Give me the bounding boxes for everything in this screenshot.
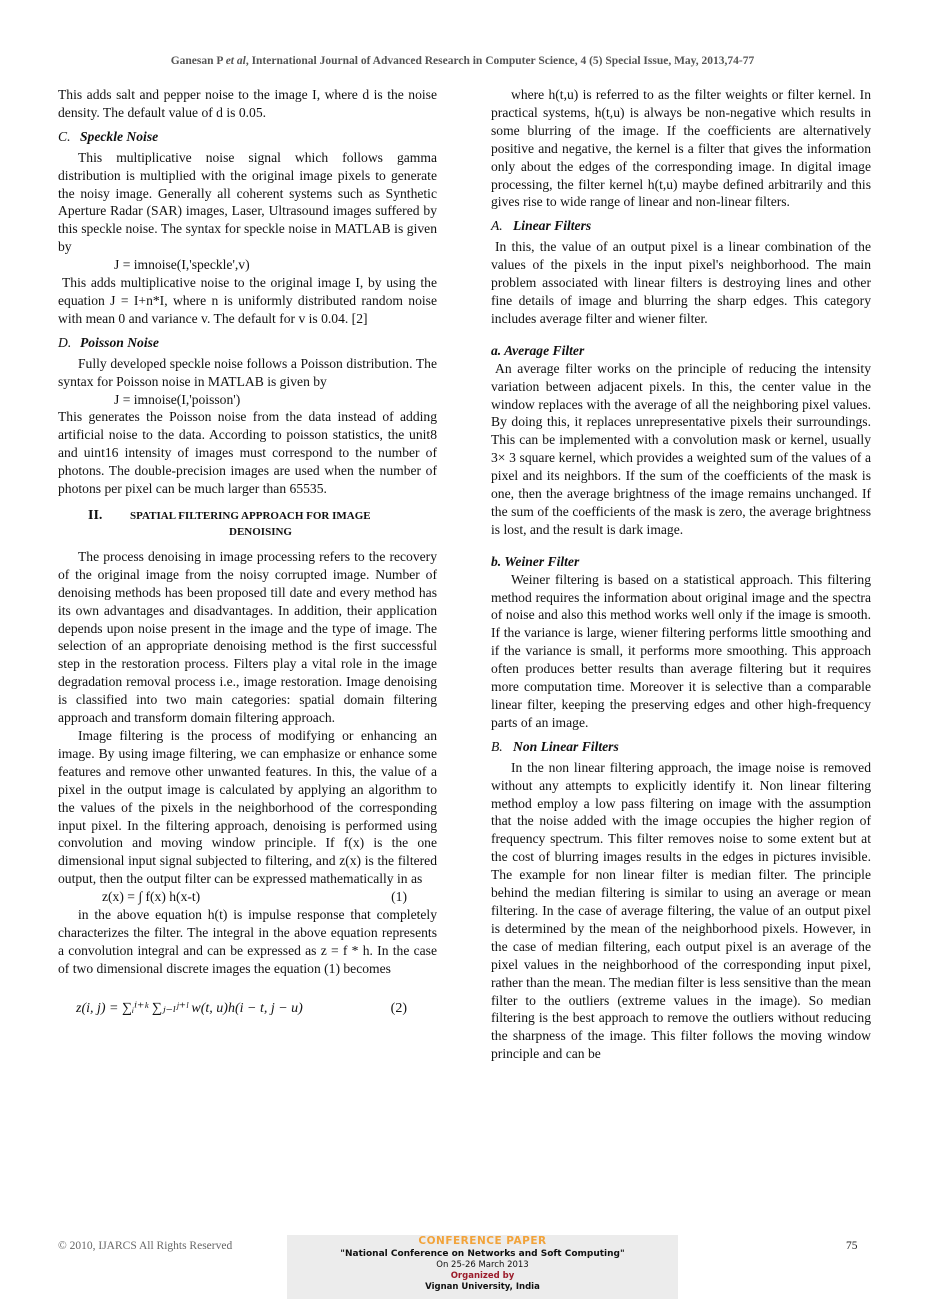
- section-heading-poisson: [58, 334, 437, 352]
- equation-1: [58, 888, 437, 906]
- paragraph: In this, the value of an output pixel is a linear combination of the values of the pixels in the input pixel's neighborhood. The main problem associated with linear filters is destroying lines and other fine details of image and blurring the sharp edges. This category includes average filter and wiener filter.: [491, 239, 871, 326]
- equation-number: (1): [391, 889, 407, 905]
- paragraph: This multiplicative noise signal which follows gamma distribution is multiplied with the original image pixels to generate the noisy image. Generally all coherent systems such as Synthetic Aperture Radar (SAR) images, Laser, Ultrasound images suffered by this speckle noise. The syntax for speckle noise in MATLAB is given by: [58, 149, 437, 255]
- section-title: Non Linear Filters: [513, 738, 619, 754]
- copyright-notice: © 2010, IJARCS All Rights Reserved: [58, 1240, 233, 1252]
- section-title: Speckle Noise: [80, 128, 159, 144]
- page-number: 75: [846, 1240, 858, 1252]
- banner-conference-name: "National Conference on Networks and Soft Computing": [340, 1249, 625, 1259]
- banner-organizer: Vignan University, India: [425, 1282, 540, 1292]
- section-letter: B.: [491, 738, 503, 754]
- paragraph: In the non linear filtering approach, the image noise is removed without any attempts to explicitly identify it. Non linear filtering method employ a low pass filtering on image with the assumption that the noise added with the image occupies the higher region of frequency spectrum. This filter removes noise to some extent but at the cost of blurring images results in the edges in pictures invisible. The example for non linear filter is median filter. The principle behind the median filtering is similar to using an average or mean filtering. In the case of average filtering, the value of an output pixel is determined by the mean of the neighborhood pixels. However, in the case of median filtering, each output pixel is an average of the pixel values in the neighborhood of the corresponding input pixel, rather than the mean. The median filter is less sensitive than the mean filter to the outliers (extreme values in the image). So median filtering is the best approach to remove the outliers without reducing the sharpness of the image. This filter follows the moving window principle and can be: [491, 759, 871, 1062]
- equation-number: (2): [390, 1000, 407, 1016]
- equation-body: z(x) = ∫ f(x) h(x-t): [102, 889, 201, 905]
- paragraph: Image filtering is the process of modifying or enhancing an image. By using image filtering, we can emphasize or enhance some features and remove other unwanted features. In this, the value of a pixel in the output image is calculated by applying an algorithm to the values of the pixels in the neighborhood of the corresponding input pixel. In the filtering approach, denoising is performed using convolution and moving window principle. If f(x) is the one dimensional input signal subjected to filtering, and z(x) is the filtered output, then the output filter can be expressed mathematically in as: [58, 728, 437, 887]
- header-citation: , International Journal of Advanced Research in Computer Science, 4 (5) Special Issue, May, 2013,74-77: [245, 55, 755, 67]
- section-title: Poisson Noise: [80, 334, 159, 350]
- section-title-line2: DENOISING: [229, 525, 292, 538]
- section-heading-speckle: [58, 128, 437, 146]
- paragraph: in the above equation h(t) is impulse response that completely characterizes the filter. The integral in the above equation represents a convolution integral and can be expressed as z = f * h. In the case of two dimensional discrete images the equation (1) becomes: [58, 907, 437, 976]
- subsection-heading-weiner-filter: b. Weiner Filter: [491, 553, 580, 569]
- section-letter: A.: [491, 218, 503, 234]
- section-title-line1: SPATIAL FILTERING APPROACH FOR IMAGE: [130, 509, 371, 522]
- paragraph: Fully developed speckle noise follows a Poisson distribution. The syntax for Poisson noise in MATLAB is given by: [58, 355, 437, 389]
- matlab-code-line: J = imnoise(I,'speckle',v): [114, 257, 250, 273]
- paragraph: where h(t,u) is referred to as the filter weights or filter kernel. In practical systems, h(t,u) is always be non-negative which results in some blurring of the image. If the coefficients are alternatively positive and negative, the kernel is a filter that gives the information only about the edges of the corresponding image. In digital image processing, the filter kernel h(t,u) maybe defined arbitrarily and this gives rise to wide range of linear and non-linear filters.: [491, 87, 871, 210]
- right-column: [491, 86, 871, 1063]
- conference-banner: [287, 1235, 678, 1299]
- banner-organized-by: Organized by: [450, 1271, 515, 1281]
- paragraph: An average filter works on the principle of reducing the intensity variation between adjacent pixels. In this, the center value in the window replaces with the average of all the neighboring pixel values. By doing this, it replaces unrepresentative pixels their surroundings. This can be implemented with a convolution mask or kernel, usually 3× 3 square kernel, which provides a weighted sum of the values of a pixel and its neighbors. If the sum of the coefficients of the mask is one, then the average brightness of the image remains unchanged. If the sum of the coefficients of the mask is zero, the average brightness is lost, and the result is dark image.: [491, 360, 871, 537]
- running-header: [0, 55, 925, 67]
- section-title: Linear Filters: [513, 218, 592, 234]
- banner-date: On 25-26 March 2013: [436, 1260, 529, 1270]
- section-heading-non-linear-filters: [491, 738, 871, 756]
- header-etal: et al: [225, 55, 246, 67]
- equation-2: [58, 1000, 437, 1022]
- left-column: [58, 86, 437, 1022]
- paragraph: Weiner filtering is based on a statistical approach. This filtering method requires the information about original image and the spectra of noise and also this method works well only if the image is smooth. If the variance is large, wiener filtering performs little smoothing and if the variance is small, it performs more smoothing. This approach often produces better results than average filtering but it requires more computation time. Moreover it is selective than a comparable linear filter, keeping the preserving edges and other high-frequency parts of an image.: [491, 571, 871, 730]
- section-heading-spatial-filtering: [58, 508, 437, 540]
- subsection-heading-average-filter: a. Average Filter: [491, 342, 585, 358]
- section-number: II.: [88, 507, 103, 523]
- banner-title: CONFERENCE PAPER: [418, 1235, 547, 1247]
- section-letter: D.: [58, 334, 72, 350]
- paragraph: The process denoising in image processing refers to the recovery of the original image from the noisy corrupted image. Number of denoising methods has been proposed till date and every method has its own advantages and disadvantages. In addition, their application depends upon noise present in the image and the type of image. The selection of an appropriate denoising method is the first successful step in the restoration process. Filters play a vital role in the image degradation removal process i.e., image restoration. Image denoising is classified into two main categories: spatial domain filtering approach and transform domain filtering approach.: [58, 548, 437, 726]
- section-heading-linear-filters: [491, 217, 871, 235]
- paragraph: This adds salt and pepper noise to the image I, where d is the noise density. The default value of d is 0.05.: [58, 87, 437, 120]
- paragraph: This generates the Poisson noise from the data instead of adding artificial noise to the data. According to poisson statistics, the unit8 and uint16 intensity of images must correspond to the number of photons. The double-precision images are used when the number of photons per pixel can be much larger than 65535.: [58, 409, 437, 497]
- header-authors: Ganesan P: [170, 55, 223, 67]
- matlab-code-line: J = imnoise(I,'poisson'): [114, 391, 241, 407]
- section-letter: C.: [58, 128, 71, 144]
- paragraph: This adds multiplicative noise to the original image I, by using the equation J = I+n*I, where n is uniformly distributed random noise with mean 0 and variance v. The default for v is 0.04. [2]: [58, 275, 437, 326]
- equation-body: z(i, j) = ∑ᵢⁱ⁺ᵏ ∑ⱼ₋ₗʲ⁺ˡ w(t, u)h(i − t, j − u): [76, 1000, 303, 1016]
